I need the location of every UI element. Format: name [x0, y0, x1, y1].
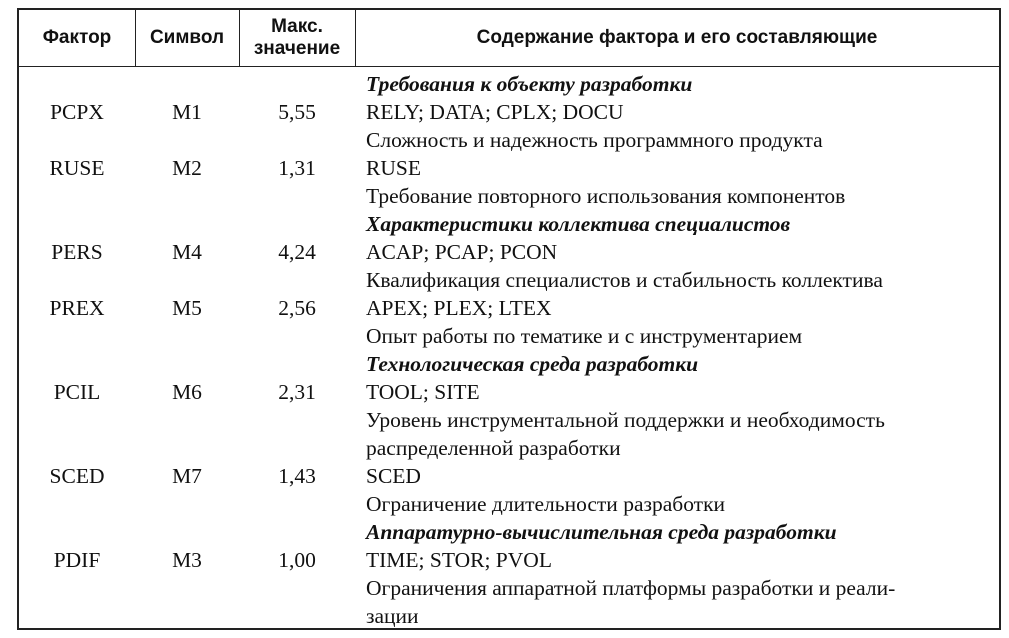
symbol-cell: M2: [172, 156, 202, 180]
header-symbol: Символ: [149, 27, 225, 48]
table-header: [19, 10, 999, 67]
header-content: Содержание фактора и его составляющие: [476, 27, 878, 48]
header-max-value-line1: Макс.: [271, 16, 323, 37]
header-max-value-line2: значение: [253, 38, 341, 59]
section-title: Требования к объекту разработки: [366, 72, 693, 96]
max-value-cell: 2,56: [278, 296, 316, 320]
header-factor: Фактор: [42, 27, 112, 48]
description-text: распределенной разработки: [366, 436, 621, 460]
description-text: Уровень инструментальной поддержки и необходимость: [366, 408, 885, 432]
components-text: ACAP; PCAP; PCON: [366, 240, 558, 264]
symbol-cell: M3: [172, 548, 202, 572]
description-text: Квалификация специалистов и стабильность коллектива: [366, 268, 883, 292]
section-title: Аппаратурно-вычислительная среда разработки: [366, 520, 837, 544]
max-value-cell: 1,00: [278, 548, 316, 572]
factor-cell: PERS: [51, 240, 103, 264]
symbol-cell: M1: [172, 100, 202, 124]
factor-cell: PCIL: [53, 380, 101, 404]
symbol-cell: M4: [172, 240, 202, 264]
description-text: Ограничение длительности разработки: [366, 492, 726, 516]
components-text: RUSE: [366, 156, 421, 180]
factor-table: [17, 8, 1001, 630]
max-value-cell: 4,24: [278, 240, 316, 264]
description-text: Сложность и надежность программного продукта: [366, 128, 823, 152]
max-value-cell: 2,31: [278, 380, 316, 404]
description-text: Опыт работы по тематике и с инструментарием: [366, 324, 803, 348]
section-title: Технологическая среда разработки: [366, 352, 699, 376]
description-text: Ограничения аппаратной платформы разработки и реали-: [366, 576, 896, 600]
max-value-cell: 1,31: [278, 156, 316, 180]
description-text: зации: [366, 604, 419, 628]
factor-cell: PCPX: [50, 100, 104, 124]
factor-cell: PREX: [49, 296, 105, 320]
components-text: TOOL; SITE: [366, 380, 480, 404]
symbol-cell: M5: [172, 296, 202, 320]
symbol-cell: M7: [172, 464, 202, 488]
description-text: Требование повторного использования компонентов: [366, 184, 846, 208]
factor-cell: PDIF: [53, 548, 101, 572]
section-title: Характеристики коллектива специалистов: [366, 212, 791, 236]
max-value-cell: 5,55: [278, 100, 316, 124]
components-text: RELY; DATA; CPLX; DOCU: [366, 100, 624, 124]
factor-cell: RUSE: [49, 156, 105, 180]
table-body: [19, 66, 999, 628]
factor-cell: SCED: [49, 464, 105, 488]
components-text: SCED: [366, 464, 421, 488]
header-max-value: [239, 10, 355, 66]
max-value-cell: 1,43: [278, 464, 316, 488]
components-text: TIME; STOR; PVOL: [366, 548, 552, 572]
components-text: APEX; PLEX; LTEX: [366, 296, 552, 320]
symbol-cell: M6: [172, 380, 202, 404]
